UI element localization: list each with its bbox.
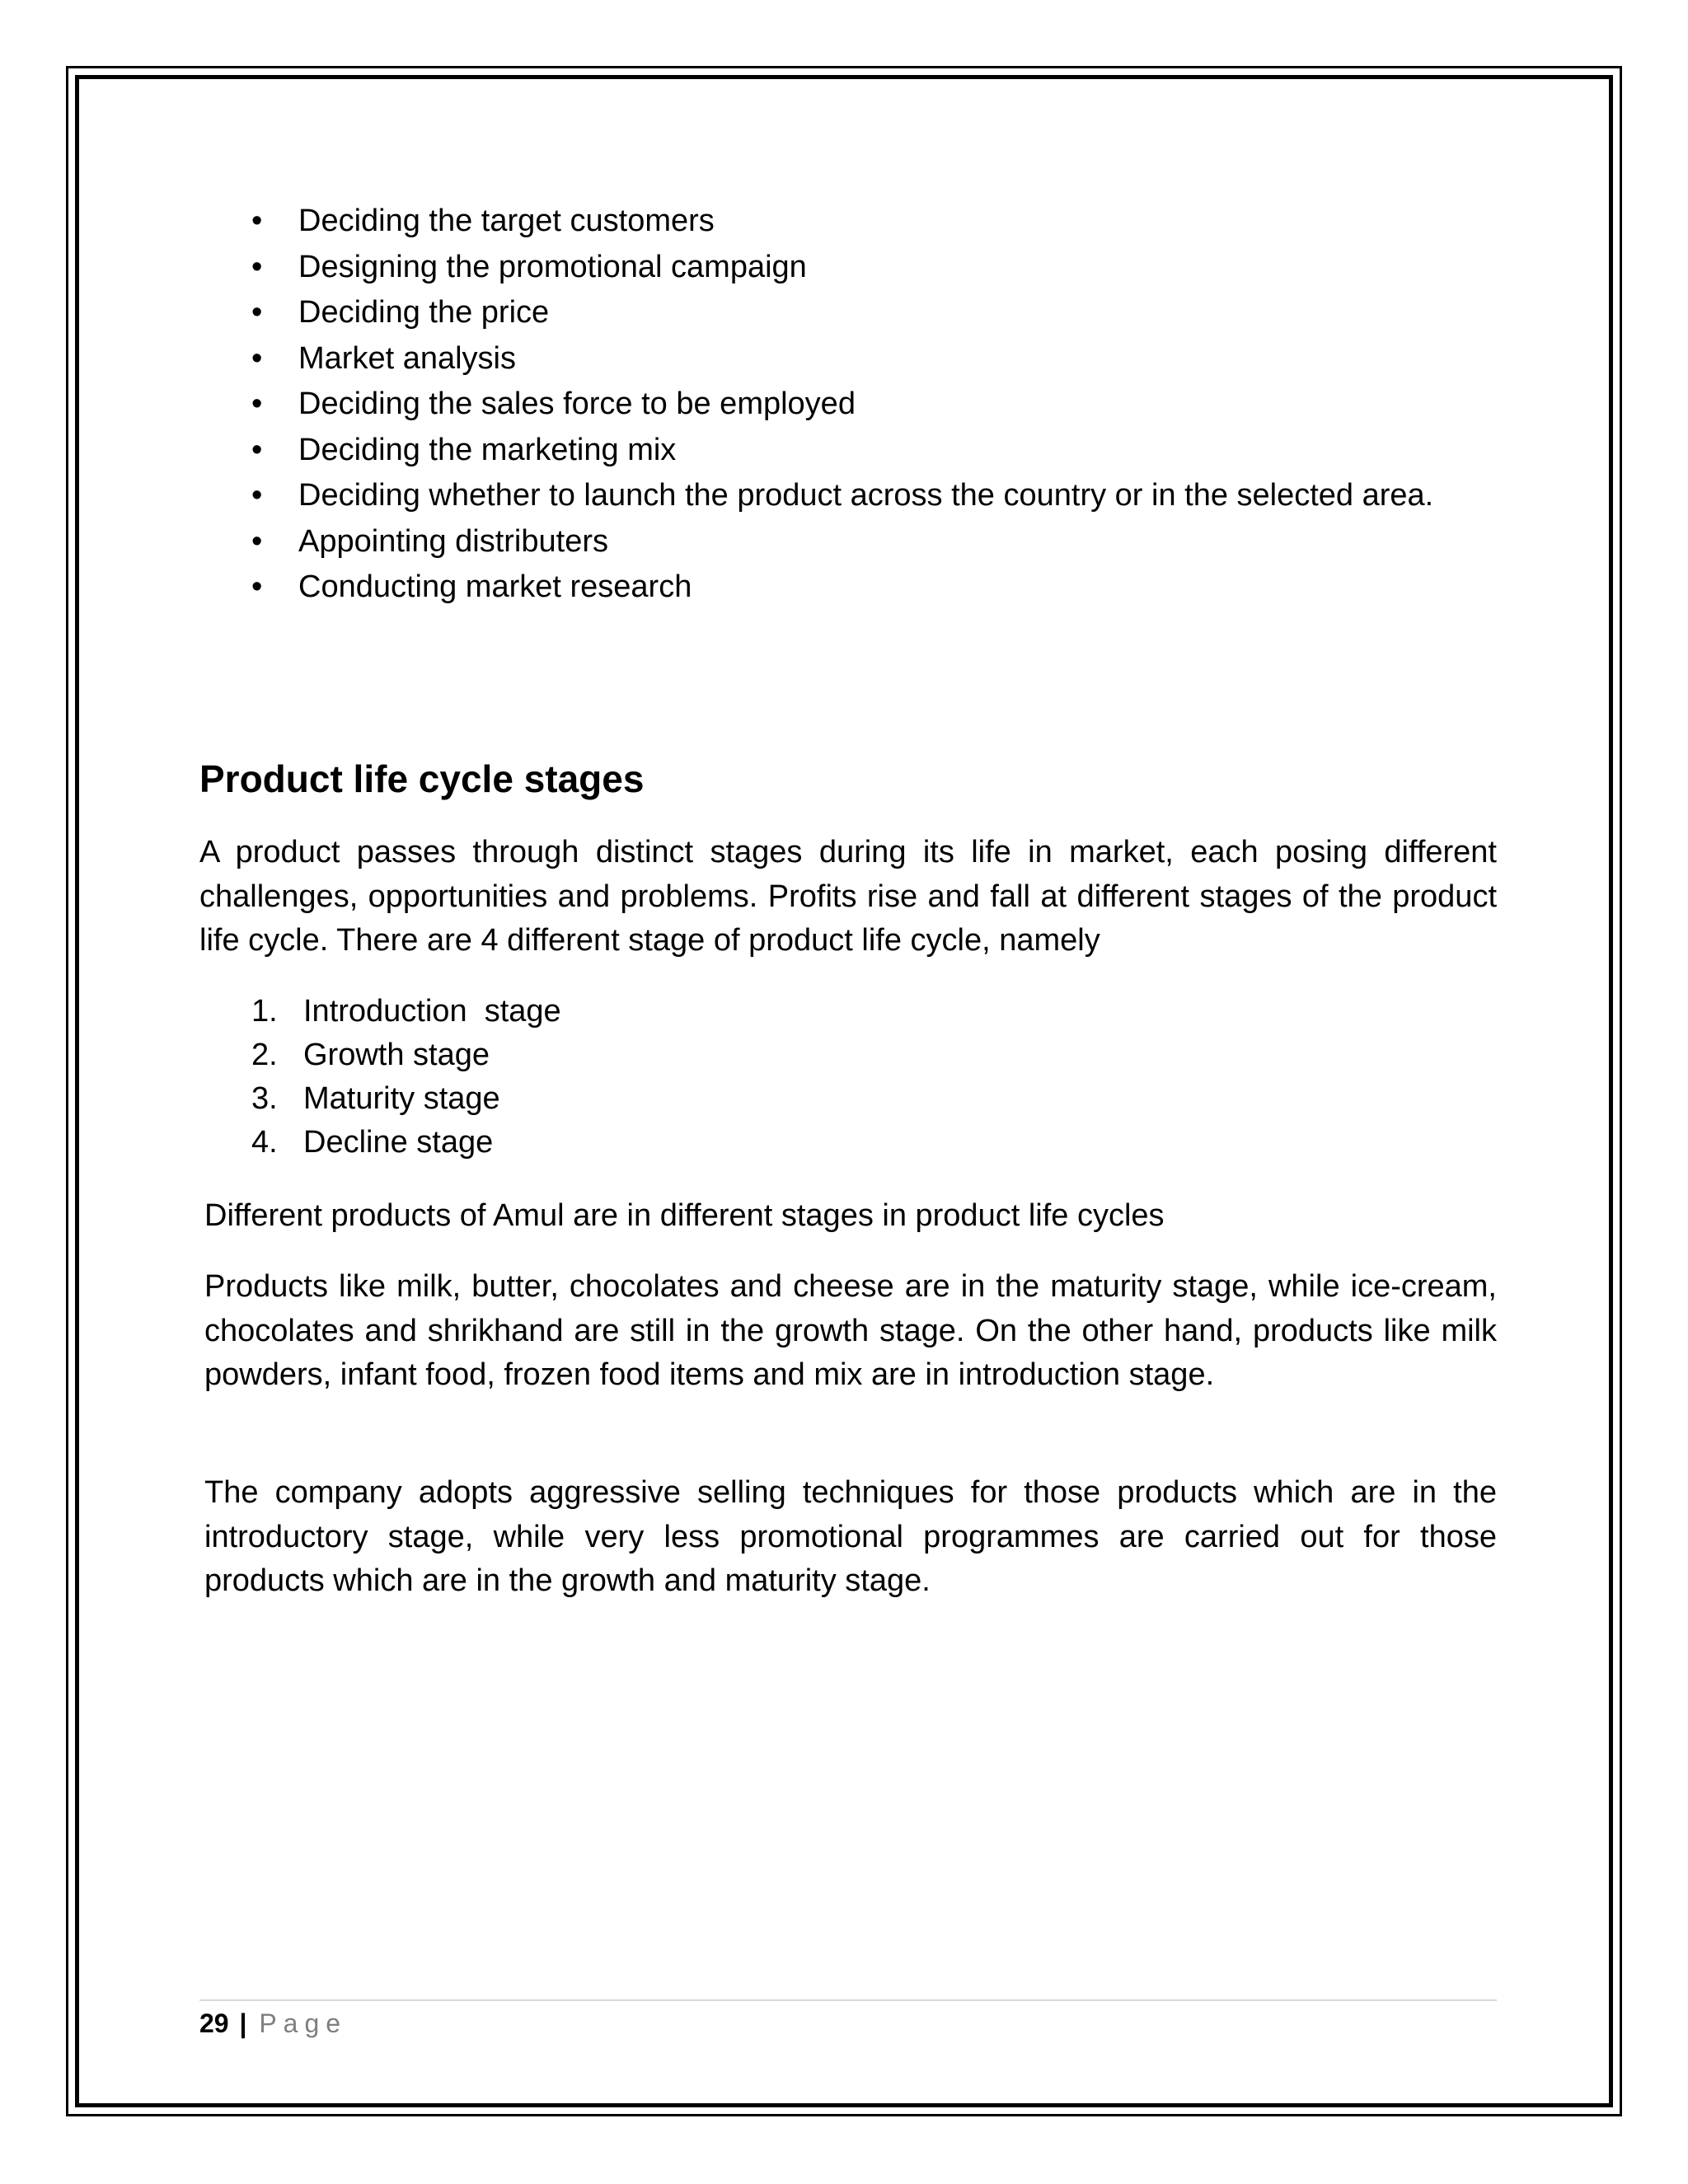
amul-paragraph: Different products of Amul are in different stages in product life cycles [204,1198,1165,1233]
section-heading: Product life cycle stages [199,757,645,800]
products-paragraph: Products like milk, butter, chocolates and cheese are in the maturity stage, while ice-cream, chocolates and shrikhand are still in the growth stage. On the other hand, products like milk powders, infant food, frozen food items and mix are in introduction stage. [204,1269,1497,1392]
stage-label: Maturity stage [303,1081,500,1116]
bullet-item: • Deciding the sales force to be employed [251,382,1496,428]
stage-item [251,990,561,1033]
stage-label: Growth stage [303,1038,490,1072]
bullet-item: • Designing the promotional campaign [251,245,1496,291]
bullet-item: • Deciding the marketing mix [251,428,1496,474]
stage-number: 1. [251,994,278,1029]
bullet-item: • Deciding the target customers [251,199,1496,245]
page-footer [199,2005,347,2041]
footer-divider [199,1999,1497,2001]
bullet-item: • Conducting market research [251,565,1496,611]
stage-item [251,1033,561,1077]
stage-item [251,1121,561,1165]
bullet-item: • Appointing distributers [251,519,1496,565]
stage-number: 2. [251,1038,278,1072]
stage-label: Introduction stage [303,994,561,1029]
stage-list [251,990,561,1165]
stage-label: Decline stage [303,1125,494,1160]
stage-number: 3. [251,1081,278,1116]
bullet-item: • Market analysis [251,336,1496,382]
selling-paragraph: The company adopts aggressive selling techniques for those products which are in the introductory stage, while very less promotional programmes are carried out for those products which are in the growth and maturity stage. [204,1475,1497,1598]
bullet-item: • Deciding the price [251,290,1496,336]
bullet-item: • Deciding whether to launch the product across the country or in the selected area. [251,473,1496,519]
bullet-list [251,199,1496,611]
footer-separator: | [239,2008,247,2038]
page-number: 29 [199,2008,229,2038]
stage-number: 4. [251,1125,278,1160]
intro-paragraph: A product passes through distinct stages during its life in market, each posing different challenges, opportunities and problems. Profits rise and fall at different stages of the product life cycle. There are 4 different stage of product life cycle, namely [199,835,1497,958]
stage-item [251,1077,561,1121]
page-label: Page [259,2008,348,2038]
